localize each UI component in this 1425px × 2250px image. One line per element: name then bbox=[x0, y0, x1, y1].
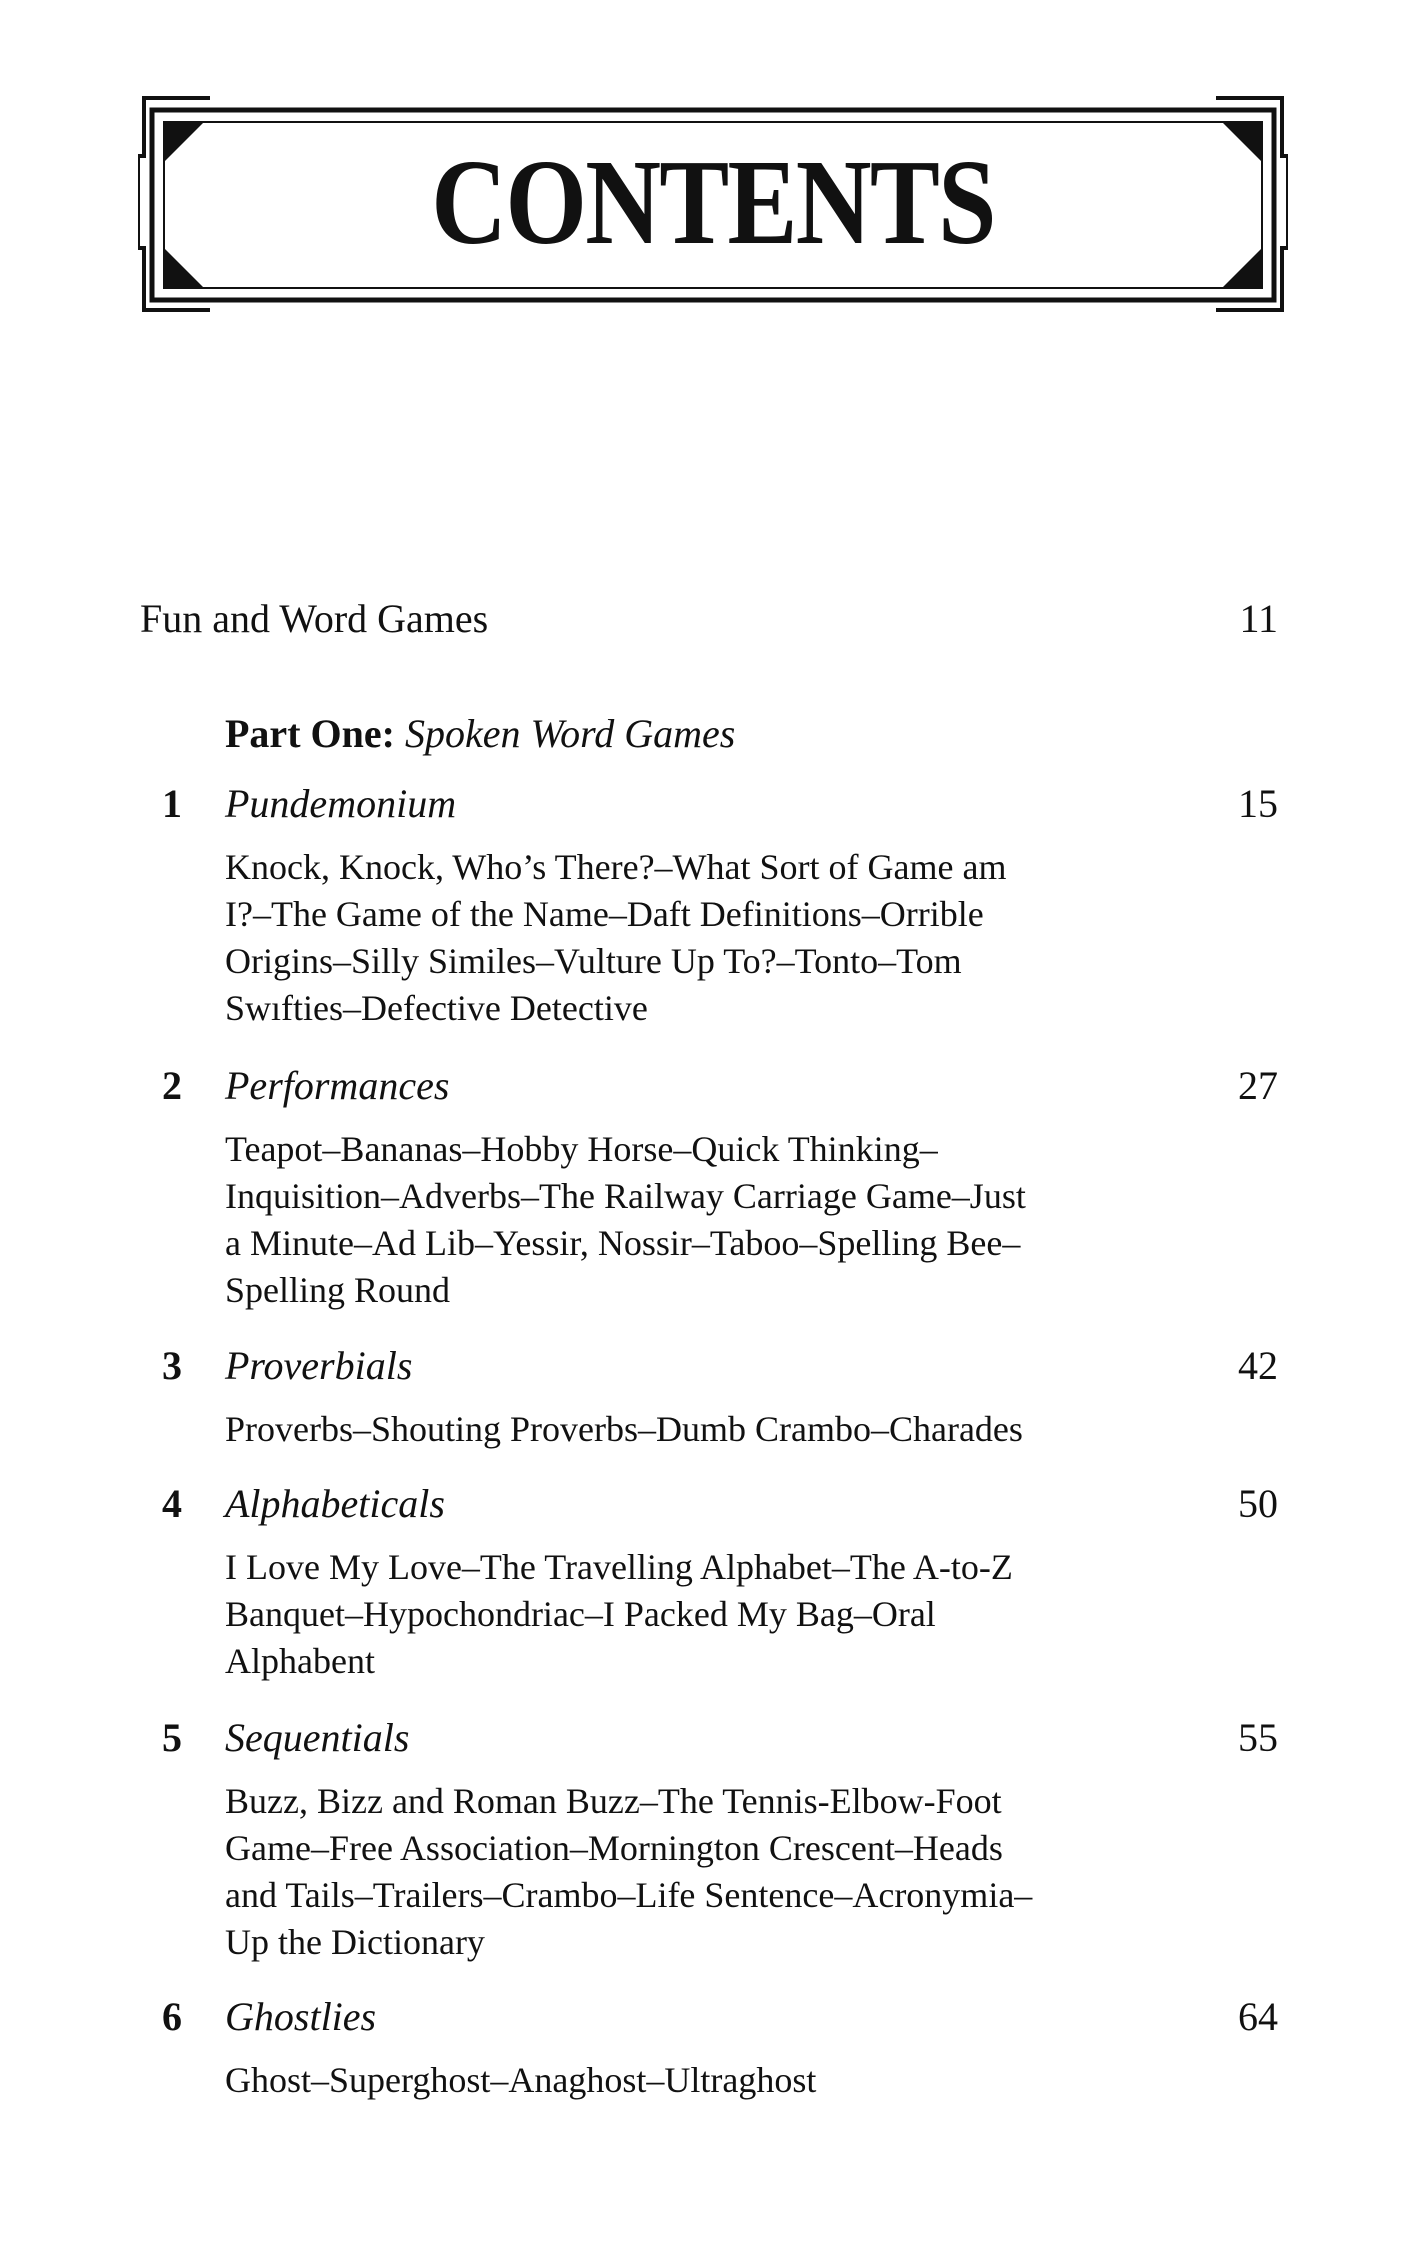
part-title: Spoken Word Games bbox=[404, 711, 736, 756]
chapter-entry bbox=[140, 1342, 1290, 1453]
chapter-page-number: 42 bbox=[1238, 1343, 1278, 1388]
chapter-number: 5 bbox=[162, 1715, 182, 1760]
description-line: I?–The Game of the Name–Daft Definitions–Orrible bbox=[225, 894, 984, 934]
description-line: a Minute–Ad Lib–Yessir, Nossir–Taboo–Spelling Bee– bbox=[225, 1223, 1021, 1263]
chapter-title: Performances bbox=[225, 1063, 450, 1108]
description-line: I Love My Love–The Travelling Alphabet–The A-to-Z bbox=[225, 1547, 1013, 1587]
description-line: Up the Dictionary bbox=[225, 1922, 485, 1962]
chapter-description bbox=[225, 1126, 1230, 1314]
chapter-title: Proverbials bbox=[225, 1343, 413, 1388]
description-line: Banquet–Hypochondriac–I Packed My Bag–Oral bbox=[225, 1594, 936, 1634]
chapter-description bbox=[225, 1778, 1230, 1966]
chapter-entry bbox=[140, 1062, 1290, 1314]
chapter-number: 2 bbox=[162, 1063, 182, 1108]
description-line: Proverbs–Shouting Proverbs–Dumb Crambo–Charades bbox=[225, 1409, 1023, 1449]
description-line: Alphabent bbox=[225, 1641, 375, 1681]
chapter-number: 6 bbox=[162, 1994, 182, 2039]
chapter-page-number: 27 bbox=[1238, 1063, 1278, 1108]
description-line: Spelling Round bbox=[225, 1270, 451, 1310]
chapter-title: Alphabeticals bbox=[225, 1481, 445, 1526]
description-line: Ghost–Superghost–Anaghost–Ultraghost bbox=[225, 2060, 817, 2100]
chapter-entry bbox=[140, 1993, 1290, 2104]
chapter-description bbox=[225, 2057, 1230, 2104]
chapter-title: Pundemonium bbox=[225, 781, 457, 826]
description-line: Buzz, Bizz and Roman Buzz–The Tennis-Elbow-Foot bbox=[225, 1781, 1002, 1821]
description-line: and Tails–Trailers–Crambo–Life Sentence–Acronymia– bbox=[225, 1875, 1033, 1915]
page-title: CONTENTS bbox=[431, 135, 995, 270]
intro-page-number: 11 bbox=[1239, 596, 1278, 641]
chapter-number: 3 bbox=[162, 1343, 182, 1388]
part-heading bbox=[225, 710, 735, 757]
description-line: Knock, Knock, Who’s There?–What Sort of Game am bbox=[225, 847, 1007, 887]
toc-intro-entry bbox=[140, 595, 1290, 642]
intro-title: Fun and Word Games bbox=[140, 596, 489, 641]
chapter-page-number: 15 bbox=[1238, 781, 1278, 826]
chapter-page-number: 50 bbox=[1238, 1481, 1278, 1526]
description-line: Teapot–Bananas–Hobby Horse–Quick Thinking– bbox=[225, 1129, 938, 1169]
chapter-description bbox=[225, 1544, 1230, 1685]
description-line: Origins–Silly Similes–Vulture Up To?–Tonto–Tom bbox=[225, 941, 962, 981]
chapter-entry bbox=[140, 1480, 1290, 1685]
chapter-entry bbox=[140, 780, 1290, 1032]
description-line: Inquisition–Adverbs–The Railway Carriage Game–Just bbox=[225, 1176, 1026, 1216]
chapter-number: 1 bbox=[162, 781, 182, 826]
part-label: Part One: bbox=[225, 711, 395, 756]
chapter-title: Sequentials bbox=[225, 1715, 410, 1760]
chapter-page-number: 64 bbox=[1238, 1994, 1278, 2039]
chapter-description bbox=[225, 844, 1230, 1032]
chapter-description bbox=[225, 1406, 1230, 1453]
chapter-entry bbox=[140, 1714, 1290, 1966]
chapter-page-number: 55 bbox=[1238, 1715, 1278, 1760]
chapter-number: 4 bbox=[162, 1481, 182, 1526]
description-line: Swıfties–Defective Detective bbox=[225, 988, 648, 1028]
chapter-title: Ghostlies bbox=[225, 1994, 377, 2039]
description-line: Game–Free Association–Mornington Crescent–Heads bbox=[225, 1828, 1003, 1868]
